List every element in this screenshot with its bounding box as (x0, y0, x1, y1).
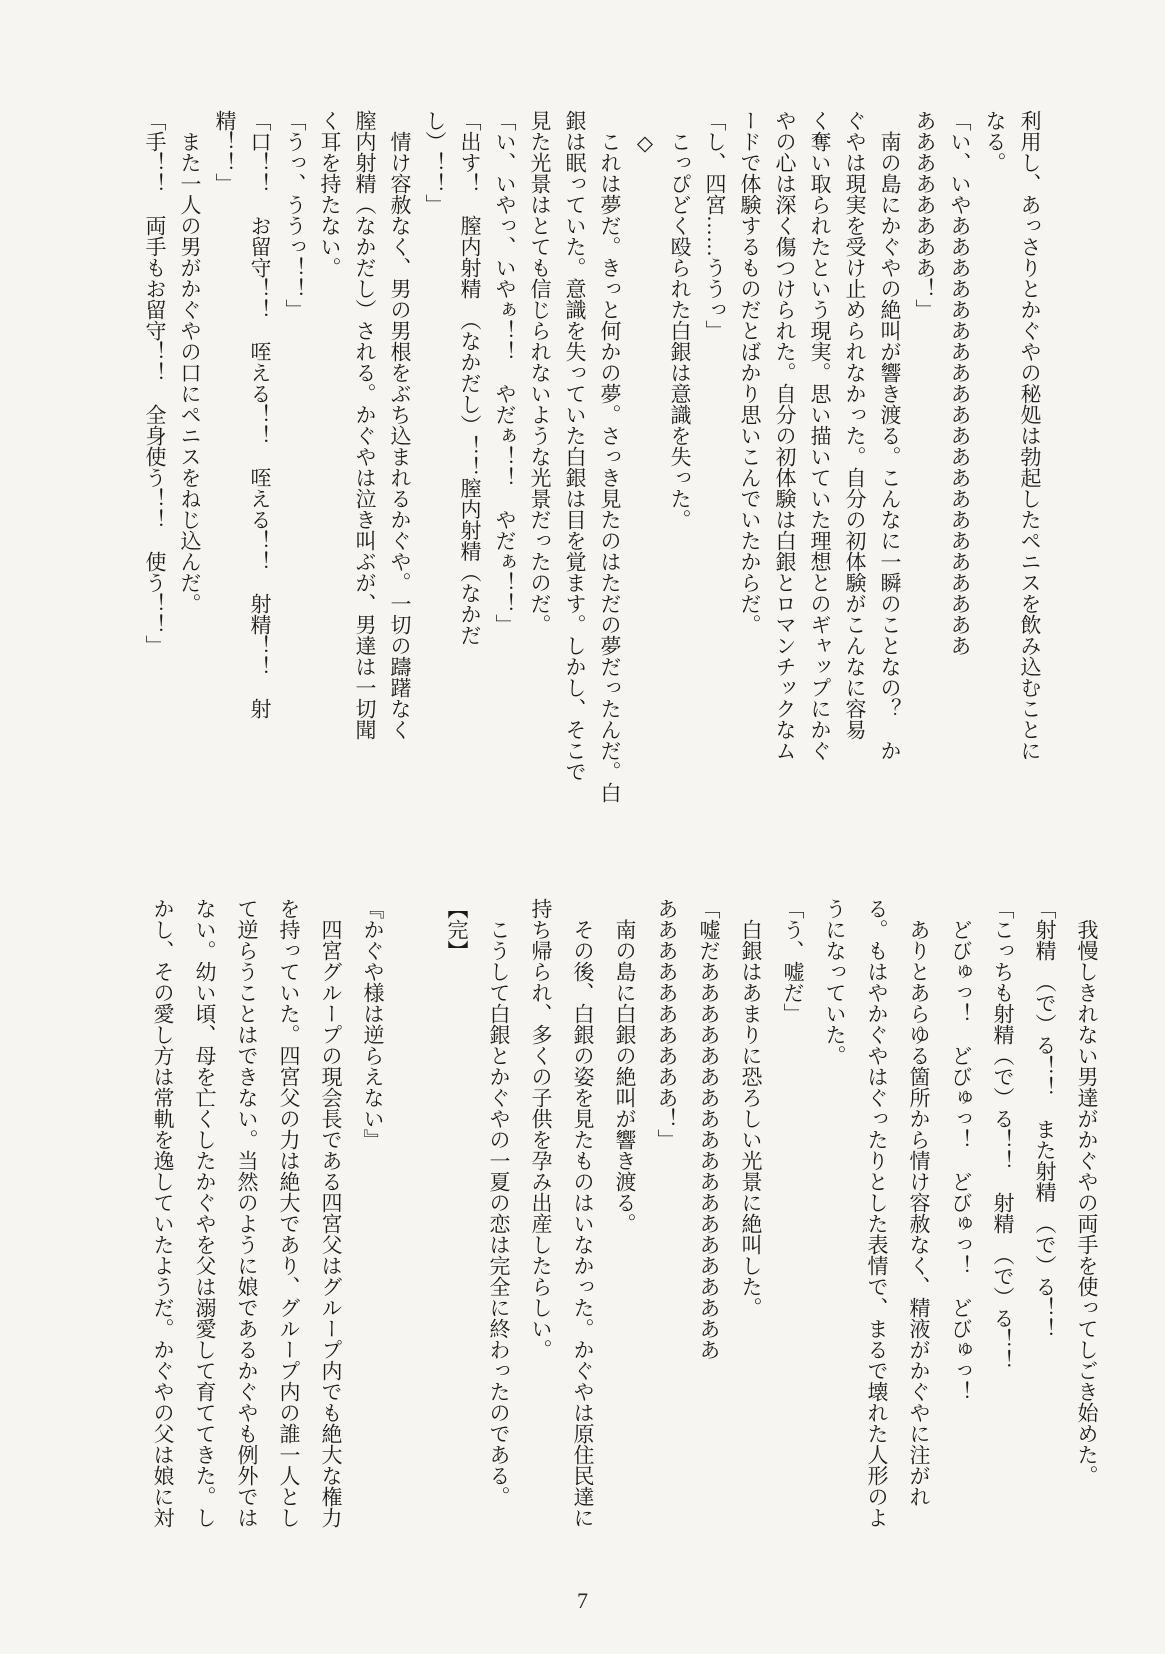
section-divider-diamond: ◇ (633, 110, 657, 155)
vertical-text-line: ありとあらゆる箇所から情け容赦なく、精液がかぐやに注がれ (907, 898, 931, 1507)
vertical-text-line: を持っていた。四宮父の力は絶大であり、グループ内の誰一人とし (277, 898, 301, 1528)
vertical-text-line: 「口！！ お留守！！ 咥える！！ 咥える！！ 射精！！ 射 (248, 110, 272, 719)
vertical-text-line: 「い、いやあああああああああああああああああああああ (948, 110, 972, 656)
vertical-text-line: 精！！」 (213, 110, 237, 194)
vertical-text-line: 「手！！ 両手もお留守！！ 全身使う！！ 使う！！」 (143, 110, 167, 656)
vertical-text-line: く奪い取られたという現実。思い描いていた理想とのギャップにかぐ (808, 110, 832, 761)
vertical-text-line: 「い、いやっ、いやぁ！！ やだぁ！！ やだぁ！！」 (493, 110, 517, 635)
vertical-text-line: 情け容赦なく、男の男根をぶち込まれるかぐや。一切の躊躇なく (388, 110, 412, 740)
vertical-text-line: ードで体験するものだとばかり思いこんでいたからだ。 (738, 110, 762, 635)
vertical-text-line: 見た光景はとても信じられないような光景だったのだ。 (528, 110, 552, 635)
story-end-marker: 【完】 (445, 898, 469, 961)
vertical-text-line: る。もはやかぐやはぐったりとした表情で、まるで壊れた人形のよ (865, 898, 889, 1528)
vertical-text-line: かし、その愛し方は常軌を逸していたようだ。かぐやの父は娘に対 (151, 898, 175, 1528)
vertical-text-line: 我慢しきれない男達がかぐやの両手を使ってしごき始めた。 (1075, 898, 1099, 1486)
blank-spacer-column (394, 898, 436, 1598)
vertical-text-line: 銀は眠っていた。意識を失っていた白銀は目を覚ます。しかし、そこで (563, 110, 587, 782)
vertical-text-line: また一人の男がかぐやの口にペニスをねじ込んだ。 (178, 110, 202, 614)
vertical-text-line: 南の島にかぐやの絶叫が響き渡る。こんなに一瞬のことなの？ か (878, 110, 902, 761)
vertical-text-line: うになっていた。 (823, 898, 847, 1066)
vertical-text-line: その後、白銀の姿を見たものはいなかった。かぐやは原住民達に (571, 898, 595, 1528)
vertical-text-line: やの心は深く傷つけられた。自分の初体験は白銀とロマンチックなム (773, 110, 797, 761)
vertical-text-line: ない。幼い頃、母を亡くしたかぐやを父は溺愛して育ててきた。し (193, 898, 217, 1528)
vertical-text-line: ぐやは現実を受け止められなかった。自分の初体験がこんなに容易 (843, 110, 867, 740)
page-number: 7 (577, 1588, 588, 1613)
vertical-text-line: こっぴどく殴られた白銀は意識を失った。 (668, 110, 692, 530)
vertical-text-line: 「う、嘘だ」 (781, 898, 805, 1024)
vertical-text-line: 南の島に白銀の絶叫が響き渡る。 (613, 898, 637, 1234)
vertical-text-line: て逆らうことはできない。当然のように娘であるかぐやも例外では (235, 898, 259, 1528)
vertical-text-line: なる。 (983, 110, 1007, 173)
top-text-block (137, 110, 1047, 810)
vertical-text-line: ああああああああ！」 (913, 110, 937, 320)
vertical-text-line: 「うっ、ううっ！！」 (283, 110, 307, 320)
vertical-text-line: 「し、四宮……ううっ」 (703, 110, 727, 341)
vertical-text-line: こうして白銀とかぐやの一夏の恋は完全に終わったのである。 (487, 898, 511, 1507)
vertical-text-line: 「こっちも射精（で）る！！ 射精 （で）る！！ (991, 898, 1015, 1371)
vertical-text-line: どびゅっ！ どびゅっ！ どびゅっ！ どびゅっ！ (949, 898, 973, 1402)
vertical-text-line: 「出す！ 膣内射精 （なかだし）！！膣内射精（なかだ (458, 110, 482, 646)
vertical-text-line: 膣内射精（なかだし）される。かぐやは泣き叫ぶが、男達は一切聞 (353, 110, 377, 740)
vertical-text-line: 四宮グループの現会長である四宮父はグループ内でも絶大な権力 (319, 898, 343, 1528)
story-title: 『かぐや様は逆らえない』 (361, 898, 385, 1150)
vertical-text-line: 持ち帰られ、多くの子供を孕み出産したらしい。 (529, 898, 553, 1360)
vertical-text-line: これは夢だ。きっと何かの夢。さっき見たのはただの夢だったんだ。白 (598, 110, 622, 803)
vertical-text-line: 利用し、あっさりとかぐやの秘処は勃起したペニスを飲み込むことに (1018, 110, 1042, 761)
vertical-text-line: ああああああああああ！」 (655, 898, 679, 1150)
vertical-text-line: 白銀はあまりに恐ろしい光景に絶叫した。 (739, 898, 763, 1318)
vertical-text-line: く耳を持たない。 (318, 110, 342, 278)
bottom-text-block (142, 898, 1108, 1598)
vertical-text-line: 「射精 （で）る！！ また射精 （で）る！！ (1033, 898, 1057, 1339)
vertical-text-line: 「嘘だあああああああああああああああああああ (697, 898, 721, 1360)
vertical-text-line: し）！！」 (423, 110, 447, 215)
